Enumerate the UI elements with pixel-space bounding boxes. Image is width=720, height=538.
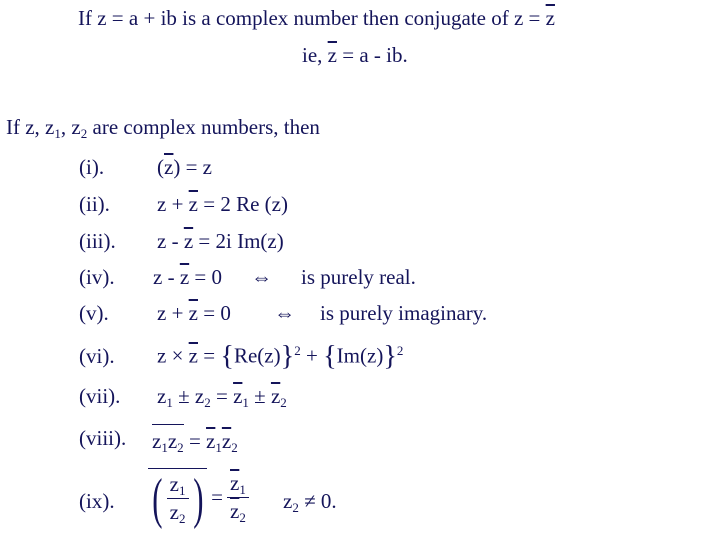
iff-icon: ⇔ bbox=[274, 301, 295, 325]
property-iv: $z - \overline{z} = 0$ bbox=[153, 265, 222, 289]
definition-line: If z = a + ib is a complex number then conjugate of $z = \overline{z}$ bbox=[78, 6, 555, 30]
property-iii: $z - \overline{z} = 2i$ Im(z) bbox=[157, 229, 284, 253]
property-label: (i). bbox=[79, 155, 105, 179]
property-viii: $z_1z_2 = \overline{z}_1\overline{z}_2$ bbox=[152, 424, 238, 452]
property-ix: ( $\frac{z_1}{z_2}$ ) = $\frac{\overline{z}_1}{\overline{z}_2}$ bbox=[148, 462, 249, 532]
property-label: (v). bbox=[79, 301, 109, 325]
iff-icon: ⇔ bbox=[251, 265, 272, 289]
fraction-left: $\frac{z_1}{z_2}$ bbox=[167, 474, 189, 523]
property-v: $z + \overline{z} = 0$ bbox=[157, 301, 231, 325]
property-label: (vii). bbox=[79, 384, 121, 408]
properties-heading: If z, $z_1$, $z_2$ are complex numbers, then bbox=[6, 115, 320, 141]
property-label: (ii). bbox=[79, 192, 110, 216]
property-label: (vi). bbox=[79, 344, 115, 368]
fraction-right: $\frac{\overline{z}_1}{\overline{z}_2}$ bbox=[227, 473, 249, 522]
property-i: (z) = z bbox=[157, 155, 212, 179]
nonzero-condition: $z_2 \ne 0$. bbox=[283, 489, 337, 515]
property-label: (viii). bbox=[79, 426, 127, 450]
purely-imaginary-text: is purely imaginary. bbox=[320, 301, 488, 325]
property-label: (iv). bbox=[79, 265, 115, 289]
property-vi: $z \times \overline{z} = \{Re(z)\}^2 + \{Im(z)\}^2$ bbox=[157, 341, 404, 372]
purely-real-text: is purely real. bbox=[301, 265, 416, 289]
property-label: (iii). bbox=[79, 229, 116, 253]
property-vii: $z_1 \pm z_2 = \overline{z}_1 \pm \overline{z}_2$ bbox=[157, 384, 287, 410]
z-conjugate: $\overline{z}$ bbox=[545, 6, 555, 30]
property-ii: $z + \overline{z} = 2$ Re (z) bbox=[157, 192, 288, 216]
conjugate-definition: ie, $\overline{z} = a$ - ib. bbox=[302, 43, 408, 67]
property-label: (ix). bbox=[79, 489, 115, 513]
